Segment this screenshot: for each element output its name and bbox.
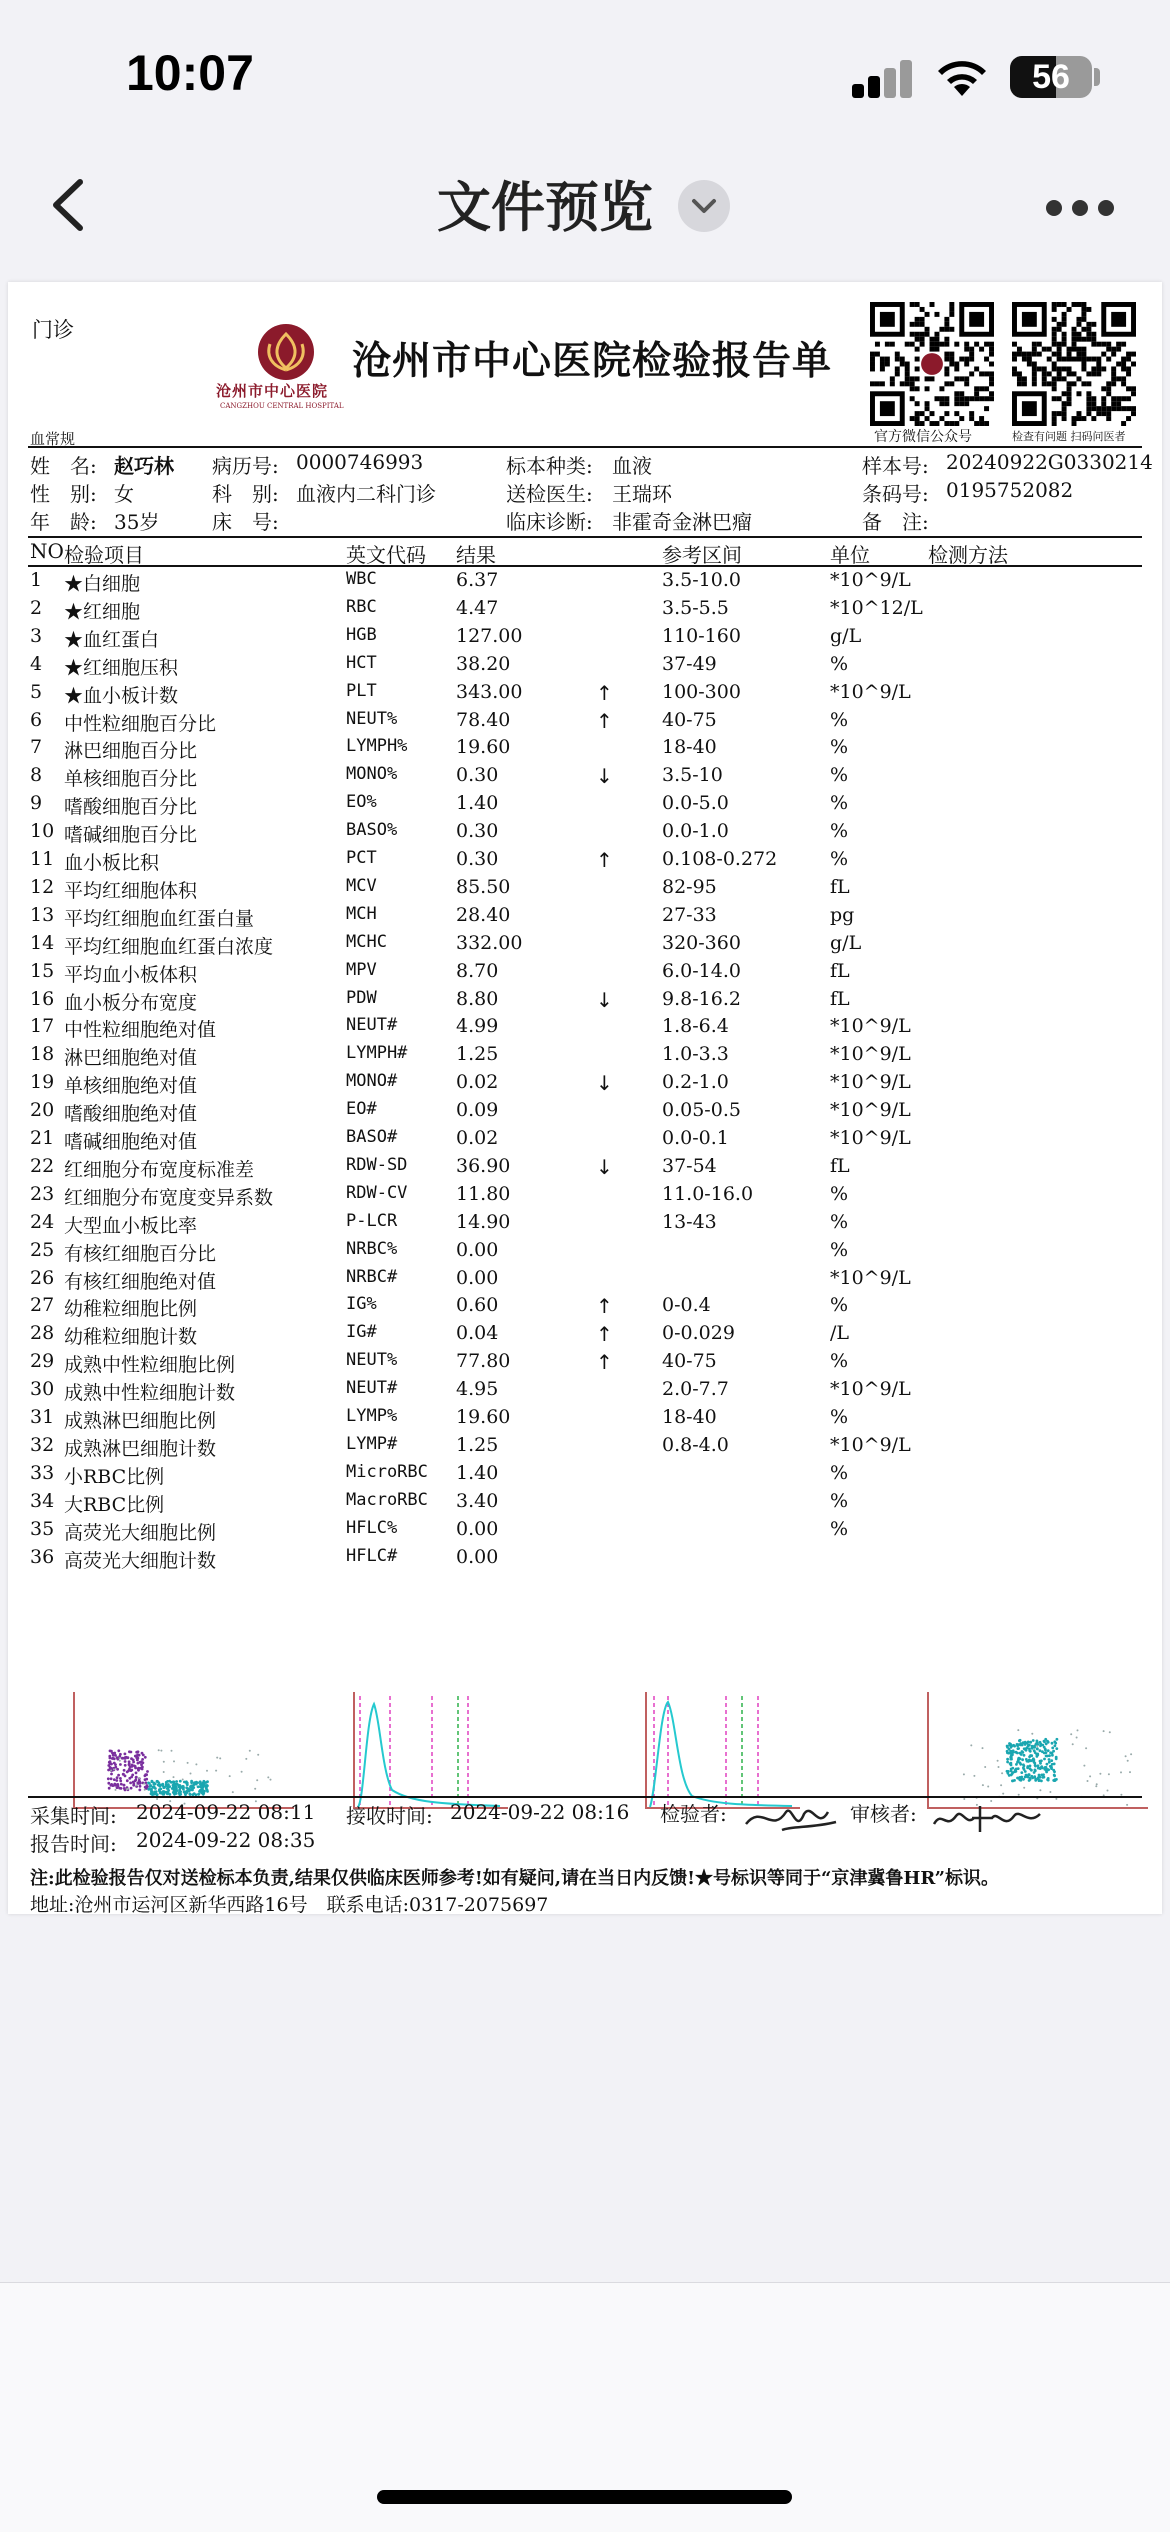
battery-icon <box>1010 56 1092 98</box>
row-no: 14 <box>30 931 55 954</box>
row-range: 3.5-5.5 <box>662 596 729 619</box>
hospital-logo-en: CANGZHOU CENTRAL HOSPITAL <box>220 402 344 410</box>
row-result: 0.60 <box>456 1294 499 1317</box>
collect-label: 采集时间: <box>30 1804 117 1828</box>
row-no: 7 <box>30 736 43 759</box>
header-rule <box>28 446 1142 448</box>
row-code: LYMP% <box>346 1406 398 1426</box>
row-result: 0.04 <box>456 1322 499 1345</box>
row-result: 0.30 <box>456 764 499 787</box>
row-range: 40-75 <box>662 708 717 731</box>
sample-type: 血液 <box>612 454 652 478</box>
row-no: 28 <box>30 1322 55 1345</box>
row-code: LYMPH% <box>346 736 408 757</box>
record-no: 0000746993 <box>296 450 424 474</box>
page-title: 文件预览 <box>437 176 653 239</box>
row-flag: ↓ <box>596 764 613 789</box>
row-code: HFLC% <box>346 1517 398 1538</box>
row-item: 单核细胞绝对值 <box>64 1075 198 1098</box>
row-no: 22 <box>30 1154 55 1177</box>
row-code: EO# <box>346 1099 377 1120</box>
row-result: 28.40 <box>456 903 511 926</box>
row-result: 0.30 <box>456 848 499 870</box>
row-code: NEUT# <box>346 1378 398 1399</box>
row-code: MCV <box>346 875 377 896</box>
row-flag: ↓ <box>596 1154 613 1179</box>
row-code: NEUT% <box>346 708 398 729</box>
row-no: 20 <box>30 1099 55 1122</box>
row-result: 3.40 <box>456 1489 499 1512</box>
row-result: 19.60 <box>456 1406 511 1428</box>
battery-tip <box>1094 68 1100 86</box>
row-item: 高荧光大细胞计数 <box>64 1549 217 1572</box>
row-result: 332.00 <box>456 931 523 954</box>
row-item: 成熟淋巴细胞计数 <box>64 1437 217 1460</box>
row-unit: *10^9/L <box>830 1071 911 1094</box>
row-range: 27-33 <box>662 903 717 926</box>
wbc-diff-scatter-plot <box>68 1690 298 1812</box>
row-code: BASO# <box>346 1127 398 1147</box>
row-result: 0.09 <box>456 1099 499 1122</box>
row-code: MONO% <box>346 764 398 785</box>
battery-level: 56 <box>1032 58 1070 96</box>
row-code: IG% <box>346 1294 377 1315</box>
row-code: NEUT% <box>346 1350 398 1371</box>
row-range: 18-40 <box>662 1406 717 1428</box>
row-no: 25 <box>30 1238 55 1261</box>
hospital-address: 地址:沧州市运河区新华西路16号 联系电话:0317-2075697 <box>30 1894 549 1916</box>
row-code: NRBC% <box>346 1238 398 1259</box>
row-item: 嗜碱细胞百分比 <box>64 824 198 847</box>
inspector-label: 检验者: <box>660 1802 727 1826</box>
sex-label: 性 别: <box>30 482 97 506</box>
row-range: 0.2-1.0 <box>662 1071 729 1094</box>
ret-scatter-plot <box>922 1690 1152 1812</box>
row-unit: *10^9/L <box>830 569 911 591</box>
col-unit: 单位 <box>830 543 870 567</box>
row-no: 4 <box>30 652 43 675</box>
row-unit: % <box>830 820 849 843</box>
row-no: 21 <box>30 1127 55 1149</box>
row-no: 15 <box>30 959 55 982</box>
row-range: 18-40 <box>662 736 717 759</box>
row-result: 0.00 <box>456 1266 499 1289</box>
row-item: 单核细胞百分比 <box>64 768 198 791</box>
row-result: 78.40 <box>456 708 511 731</box>
disclaimer-note: 注:此检验报告仅对送检标本负责,结果仅供临床医师参考!如有疑问,请在当日内反馈!★号标识等同于“京津冀鲁HR”标识。 <box>30 1868 1000 1889</box>
row-range: 0.05-0.5 <box>662 1099 741 1122</box>
row-result: 1.40 <box>456 1461 499 1484</box>
row-range: 2.0-7.7 <box>662 1378 729 1401</box>
row-no: 27 <box>30 1294 55 1317</box>
row-item: 血小板比积 <box>64 852 160 874</box>
patient-sex: 女 <box>114 482 134 506</box>
row-no: 18 <box>30 1043 55 1066</box>
row-no: 1 <box>30 569 43 591</box>
row-no: 34 <box>30 1489 55 1512</box>
row-unit: % <box>830 1406 849 1428</box>
row-unit: pg <box>830 903 855 926</box>
row-item: ★红细胞压积 <box>64 656 179 679</box>
home-indicator[interactable] <box>377 2490 792 2504</box>
row-range: 0-0.029 <box>662 1322 735 1345</box>
row-result: 4.95 <box>456 1378 499 1401</box>
row-result: 0.00 <box>456 1517 499 1540</box>
nav-bar <box>0 150 1170 270</box>
row-code: MCHC <box>346 931 387 952</box>
row-item: ★血红蛋白 <box>64 628 160 651</box>
row-unit: % <box>830 792 849 815</box>
row-unit: fL <box>830 987 850 1010</box>
row-result: 8.70 <box>456 959 499 982</box>
row-result: 6.37 <box>456 569 499 591</box>
row-result: 4.99 <box>456 1015 499 1038</box>
row-range: 110-160 <box>662 624 741 647</box>
row-result: 1.25 <box>456 1043 499 1066</box>
row-no: 19 <box>30 1071 55 1094</box>
row-code: RDW-CV <box>346 1182 408 1203</box>
row-item: 中性粒细胞绝对值 <box>64 1019 217 1042</box>
row-no: 24 <box>30 1210 55 1233</box>
row-result: 127.00 <box>456 624 523 647</box>
row-range: 1.0-3.3 <box>662 1043 729 1066</box>
row-no: 3 <box>30 624 43 647</box>
inspector-signature <box>742 1794 842 1844</box>
row-item: 有核红细胞百分比 <box>64 1242 217 1265</box>
row-item: 中性粒细胞百分比 <box>64 712 217 735</box>
row-range: 0.8-4.0 <box>662 1433 729 1456</box>
diagnosis: 非霍奇金淋巴瘤 <box>612 510 752 534</box>
row-range: 0-0.4 <box>662 1294 711 1317</box>
dept-label: 科 别: <box>212 482 279 506</box>
row-range: 37-54 <box>662 1154 717 1177</box>
row-unit: % <box>830 1489 849 1512</box>
row-item: 成熟淋巴细胞比例 <box>64 1410 217 1432</box>
row-unit: % <box>830 736 849 759</box>
row-no: 32 <box>30 1433 55 1456</box>
row-item: ★白细胞 <box>64 573 141 595</box>
row-no: 17 <box>30 1015 55 1038</box>
row-code: NEUT# <box>346 1015 398 1036</box>
row-result: 77.80 <box>456 1350 511 1373</box>
row-range: 100-300 <box>662 680 741 703</box>
row-item: 嗜酸细胞绝对值 <box>64 1103 198 1126</box>
row-flag: ↑ <box>596 680 613 705</box>
row-result: 1.25 <box>456 1433 499 1456</box>
row-item: 平均红细胞血红蛋白浓度 <box>64 935 274 958</box>
row-no: 11 <box>30 848 55 870</box>
department: 血液内二科门诊 <box>296 482 436 506</box>
row-item: 小RBC比例 <box>64 1465 165 1488</box>
status-time: 10:07 <box>126 45 254 101</box>
report-title: 沧州市中心医院检验报告单 <box>352 338 833 384</box>
row-no: 12 <box>30 875 55 898</box>
row-result: 85.50 <box>456 875 511 898</box>
record-label: 病历号: <box>212 454 279 478</box>
qr-caption-right: 检查有问题 扫码问医者 <box>1012 430 1126 443</box>
col-range: 参考区间 <box>662 543 742 567</box>
row-item: 平均红细胞血红蛋白量 <box>64 907 255 930</box>
row-range: 9.8-16.2 <box>662 987 741 1010</box>
row-range: 13-43 <box>662 1210 717 1233</box>
row-item: 红细胞分布宽度变异系数 <box>64 1186 274 1209</box>
diagnosis-label: 临床诊断: <box>506 510 593 534</box>
row-code: MONO# <box>346 1071 398 1092</box>
row-unit: *10^9/L <box>830 1266 911 1289</box>
row-code: P-LCR <box>346 1210 398 1231</box>
row-code: RDW-SD <box>346 1154 408 1175</box>
row-code: MCH <box>346 903 377 924</box>
row-no: 29 <box>30 1350 55 1373</box>
row-unit: *10^12/L <box>830 596 923 619</box>
row-item: 嗜酸细胞百分比 <box>64 796 198 819</box>
barcode-label: 条码号: <box>862 482 929 506</box>
row-unit: *10^9/L <box>830 1433 911 1456</box>
row-range: 0.108-0.272 <box>662 848 778 870</box>
reviewer-signature <box>928 1796 1048 1840</box>
row-code: NRBC# <box>346 1266 398 1287</box>
row-code: HFLC# <box>346 1545 398 1566</box>
row-result: 8.80 <box>456 987 499 1010</box>
table-header-rule <box>28 565 1142 567</box>
row-result: 0.02 <box>456 1071 499 1094</box>
row-range: 0.0-5.0 <box>662 792 729 815</box>
barcode: 0195752082 <box>946 478 1074 502</box>
row-item: 淋巴细胞百分比 <box>64 740 198 763</box>
row-result: 4.47 <box>456 596 499 619</box>
report-time: 2024-09-22 08:35 <box>136 1828 316 1852</box>
row-unit: g/L <box>830 931 862 954</box>
back-button[interactable] <box>36 170 106 240</box>
report-label: 报告时间: <box>30 1832 117 1856</box>
row-result: 0.02 <box>456 1127 499 1149</box>
section-title: 血常规 <box>30 430 76 448</box>
row-result: 1.40 <box>456 792 499 815</box>
row-flag: ↑ <box>596 848 613 872</box>
row-no: 10 <box>30 820 55 843</box>
title-dropdown-chevron-icon[interactable] <box>678 180 730 232</box>
row-flag: ↑ <box>596 1322 613 1347</box>
row-code: BASO% <box>346 820 398 841</box>
row-flag: ↑ <box>596 708 613 733</box>
row-result: 11.80 <box>456 1182 511 1205</box>
doctor: 王瑞环 <box>612 482 672 506</box>
patient-age: 35岁 <box>114 510 160 534</box>
row-unit: % <box>830 1294 849 1317</box>
row-result: 36.90 <box>456 1154 511 1177</box>
row-code: LYMPH# <box>346 1043 408 1064</box>
row-code: MacroRBC <box>346 1489 428 1510</box>
collect-time: 2024-09-22 08:11 <box>136 1800 316 1824</box>
row-code: RBC <box>346 596 377 617</box>
receive-label: 接收时间: <box>346 1804 433 1828</box>
row-item: 平均红细胞体积 <box>64 879 198 902</box>
wechat-qr-code-icon[interactable] <box>870 302 994 426</box>
qr-caption-left: 官方微信公众号 <box>874 429 972 445</box>
row-item: 红细胞分布宽度标准差 <box>64 1158 255 1181</box>
row-result: 38.20 <box>456 652 511 675</box>
sample-type-label: 标本种类: <box>506 454 593 478</box>
row-unit: /L <box>830 1322 850 1345</box>
row-result: 0.00 <box>456 1238 499 1261</box>
row-unit: fL <box>830 959 850 982</box>
row-no: 30 <box>30 1378 55 1401</box>
sample-no: 20240922G0330214 <box>946 450 1153 474</box>
row-no: 9 <box>30 792 43 815</box>
row-code: HGB <box>346 624 377 645</box>
consult-qr-code-icon[interactable] <box>1012 302 1136 426</box>
row-code: PLT <box>346 680 377 701</box>
receive-time: 2024-09-22 08:16 <box>450 1800 630 1824</box>
row-result: 343.00 <box>456 680 523 703</box>
row-unit: % <box>830 1182 849 1205</box>
row-unit: % <box>830 652 849 675</box>
report-document[interactable] <box>8 282 1162 1914</box>
row-result: 0.00 <box>456 1545 499 1568</box>
row-code: EO% <box>346 792 377 813</box>
row-unit: fL <box>830 875 850 898</box>
row-item: 平均血小板体积 <box>64 963 198 986</box>
row-flag: ↓ <box>596 987 613 1012</box>
row-code: LYMP# <box>346 1433 398 1454</box>
row-unit: fL <box>830 1154 850 1177</box>
row-no: 33 <box>30 1461 55 1484</box>
bed-label: 床 号: <box>212 510 279 534</box>
rbc-histogram <box>350 1690 510 1812</box>
row-unit: *10^9/L <box>830 1378 911 1401</box>
row-no: 36 <box>30 1545 55 1568</box>
row-unit: % <box>830 1210 849 1233</box>
row-no: 13 <box>30 903 55 926</box>
row-item: 幼稚粒细胞计数 <box>64 1326 198 1349</box>
reviewer-label: 审核者: <box>850 1802 917 1826</box>
row-unit: % <box>830 1350 849 1373</box>
row-no: 5 <box>30 680 43 703</box>
row-item: ★血小板计数 <box>64 684 179 707</box>
row-unit: *10^9/L <box>830 680 911 703</box>
row-item: ★红细胞 <box>64 600 141 623</box>
row-code: HCT <box>346 652 377 673</box>
row-unit: g/L <box>830 624 862 647</box>
row-item: 成熟中性粒细胞计数 <box>64 1382 236 1405</box>
row-no: 2 <box>30 596 43 619</box>
row-unit: % <box>830 1461 849 1484</box>
cellular-signal-icon <box>852 60 914 98</box>
row-unit: % <box>830 764 849 787</box>
row-result: 19.60 <box>456 736 511 759</box>
doctor-label: 送检医生: <box>506 482 593 506</box>
row-range: 6.0-14.0 <box>662 959 741 982</box>
row-code: PDW <box>346 987 377 1008</box>
row-range: 40-75 <box>662 1350 717 1373</box>
row-no: 6 <box>30 708 43 731</box>
row-code: PCT <box>346 848 377 868</box>
row-range: 3.5-10.0 <box>662 569 741 591</box>
row-unit: *10^9/L <box>830 1043 911 1066</box>
remark-label: 备 注: <box>862 510 929 534</box>
row-unit: *10^9/L <box>830 1015 911 1038</box>
row-unit: % <box>830 708 849 731</box>
row-unit: % <box>830 1517 849 1540</box>
row-code: WBC <box>346 569 377 589</box>
row-no: 26 <box>30 1266 55 1289</box>
row-unit: *10^9/L <box>830 1127 911 1149</box>
sample-no-label: 样本号: <box>862 454 929 478</box>
row-flag: ↑ <box>596 1350 613 1375</box>
row-flag: ↑ <box>596 1294 613 1319</box>
row-range: 0.0-0.1 <box>662 1127 729 1149</box>
row-item: 嗜碱细胞绝对值 <box>64 1131 198 1153</box>
row-item: 幼稚粒细胞比例 <box>64 1298 198 1321</box>
table-top-rule <box>28 536 1142 538</box>
row-no: 35 <box>30 1517 55 1540</box>
row-result: 0.30 <box>456 820 499 843</box>
row-no: 8 <box>30 764 43 787</box>
row-unit: % <box>830 848 849 870</box>
row-item: 大型血小板比率 <box>64 1214 198 1237</box>
age-label: 年 龄: <box>30 510 97 534</box>
row-item: 淋巴细胞绝对值 <box>64 1047 198 1070</box>
row-item: 血小板分布宽度 <box>64 991 198 1014</box>
col-code: 英文代码 <box>346 543 426 567</box>
more-options-button[interactable] <box>1046 198 1114 218</box>
row-code: MPV <box>346 959 377 980</box>
row-result: 14.90 <box>456 1210 511 1233</box>
col-no: NO <box>30 539 64 563</box>
patient-name: 赵巧林 <box>114 454 174 478</box>
clinic-type: 门诊 <box>32 318 74 342</box>
row-range: 0.0-1.0 <box>662 820 729 843</box>
row-code: IG# <box>346 1322 377 1343</box>
row-range: 1.8-6.4 <box>662 1015 729 1038</box>
row-item: 高荧光大细胞比例 <box>64 1521 217 1544</box>
col-item: 检验项目 <box>64 543 144 567</box>
col-result: 结果 <box>456 543 496 567</box>
row-no: 16 <box>30 987 55 1010</box>
row-no: 31 <box>30 1406 55 1428</box>
row-no: 23 <box>30 1182 55 1205</box>
hospital-logo-text: 沧州市中心医院 <box>216 382 329 400</box>
col-method: 检测方法 <box>928 543 1008 567</box>
row-range: 320-360 <box>662 931 741 954</box>
row-item: 成熟中性粒细胞比例 <box>64 1354 236 1377</box>
row-item: 大RBC比例 <box>64 1493 165 1516</box>
row-range: 11.0-16.0 <box>662 1182 754 1205</box>
row-flag: ↓ <box>596 1071 613 1096</box>
row-range: 37-49 <box>662 652 717 675</box>
row-unit: *10^9/L <box>830 1099 911 1122</box>
row-range: 82-95 <box>662 875 717 898</box>
wifi-icon <box>934 56 990 98</box>
row-code: MicroRBC <box>346 1461 428 1482</box>
name-label: 姓 名: <box>30 454 97 478</box>
row-range: 3.5-10 <box>662 764 723 787</box>
status-bar <box>0 0 1170 150</box>
row-unit: % <box>830 1238 849 1261</box>
row-item: 有核红细胞绝对值 <box>64 1270 217 1293</box>
